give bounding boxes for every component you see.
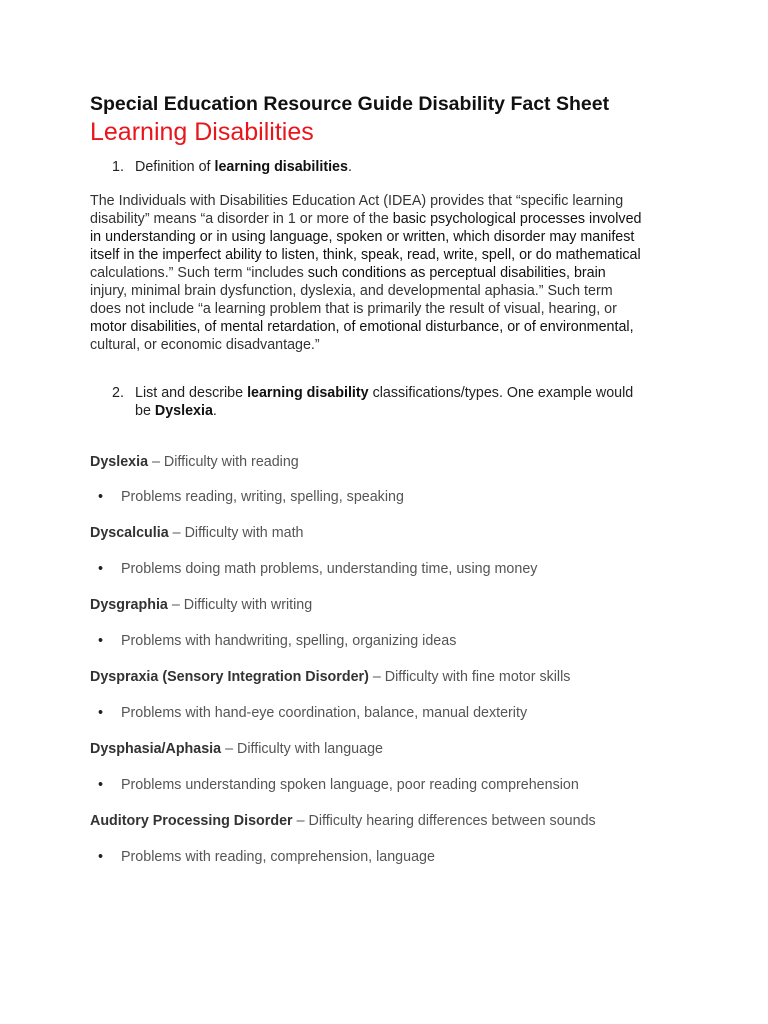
type-name: Dyspraxia (Sensory Integration Disorder) <box>90 669 369 685</box>
item-text-prefix: List and describe <box>135 385 248 401</box>
type-heading <box>90 453 680 471</box>
definition-line: motor disabilities, of mental retardation, of emotional disturbance, or of environmental, <box>90 319 634 335</box>
item-text-line2-prefix: be <box>135 403 155 419</box>
document-title: Special Education Resource Guide Disability Fact Sheet <box>90 93 610 115</box>
item-text-middle: classifications/types. One example would <box>368 385 634 401</box>
definition-line: itself in the imperfect ability to listen, think, speak, read, write, spell, or do mathematical <box>90 247 641 263</box>
definition-line: calculations.” Such term “includes <box>90 265 308 281</box>
list-item-text: Problems doing math problems, understanding time, using money <box>121 561 538 577</box>
list-item-text: Problems with reading, comprehension, language <box>121 849 435 865</box>
type-description: – Difficulty with reading <box>148 454 299 470</box>
list-item <box>90 632 680 650</box>
type-heading <box>90 812 680 830</box>
type-heading <box>90 524 680 542</box>
item-text-line2-suffix: . <box>212 403 217 419</box>
type-description: – Difficulty with math <box>168 525 304 541</box>
definition-paragraph <box>90 192 680 354</box>
definition-line: such conditions as perceptual disabilities, brain <box>307 265 606 281</box>
item-text-bold: learning disabilities <box>214 159 348 175</box>
definition-line: injury, minimal brain dysfunction, dyslexia, and developmental aphasia.” Such term <box>90 283 613 299</box>
list-item <box>90 560 680 578</box>
definition-line: in understanding or in using language, spoken or written, which disorder may manifest <box>90 229 635 245</box>
numbered-item-definition <box>90 158 680 176</box>
definition-line: does not include “a learning problem that is primarily the result of visual, hearing, or <box>90 301 617 317</box>
item-text-bold: learning disability <box>247 385 369 401</box>
type-name: Dyslexia <box>90 454 149 470</box>
bullet-icon: • <box>98 489 104 505</box>
type-description: – Difficulty hearing differences between sounds <box>292 813 596 829</box>
definition-line: cultural, or economic disadvantage.” <box>90 337 320 353</box>
list-item-text: Problems with hand-eye coordination, balance, manual dexterity <box>121 705 528 721</box>
item-number: 2. <box>112 385 124 401</box>
list-item-text: Problems understanding spoken language, poor reading comprehension <box>121 777 579 793</box>
bullet-icon: • <box>98 849 104 865</box>
numbered-item-classifications <box>90 384 680 420</box>
type-name: Dysgraphia <box>90 597 168 613</box>
type-heading <box>90 596 680 614</box>
list-item <box>90 488 680 506</box>
list-item-text: Problems reading, writing, spelling, speaking <box>121 489 404 505</box>
type-name: Auditory Processing Disorder <box>90 813 293 829</box>
item-text-line2-bold: Dyslexia <box>154 403 213 419</box>
type-heading <box>90 740 680 758</box>
item-text-prefix: Definition of <box>135 159 215 175</box>
item-number: 1. <box>112 159 124 175</box>
type-block-dysgraphia <box>90 596 680 650</box>
list-item <box>90 704 680 722</box>
definition-line: The Individuals with Disabilities Education Act (IDEA) provides that “specific learning <box>90 193 624 209</box>
list-item <box>90 848 680 866</box>
type-description: – Difficulty with fine motor skills <box>368 669 571 685</box>
type-description: – Difficulty with language <box>221 741 383 757</box>
item-text-suffix: . <box>347 159 352 175</box>
type-name: Dysphasia/Aphasia <box>90 741 222 757</box>
definition-line: disability” means “a disorder in 1 or more of the <box>90 211 393 227</box>
type-name: Dyscalculia <box>90 525 169 541</box>
type-block-dysphasia <box>90 740 680 794</box>
type-description: – Difficulty with writing <box>167 597 313 613</box>
type-block-dyslexia <box>90 453 680 506</box>
type-block-dyspraxia <box>90 668 680 722</box>
type-block-auditory-processing <box>90 812 680 866</box>
definition-line: basic psychological processes involved <box>392 211 642 227</box>
bullet-icon: • <box>98 561 104 577</box>
bullet-icon: • <box>98 705 104 721</box>
bullet-icon: • <box>98 777 104 793</box>
document-subtitle: Learning Disabilities <box>90 118 314 146</box>
bullet-icon: • <box>98 633 104 649</box>
document-page <box>90 92 680 866</box>
type-heading <box>90 668 680 686</box>
type-block-dyscalculia <box>90 524 680 578</box>
list-item <box>90 776 680 794</box>
list-item-text: Problems with handwriting, spelling, organizing ideas <box>121 633 457 649</box>
